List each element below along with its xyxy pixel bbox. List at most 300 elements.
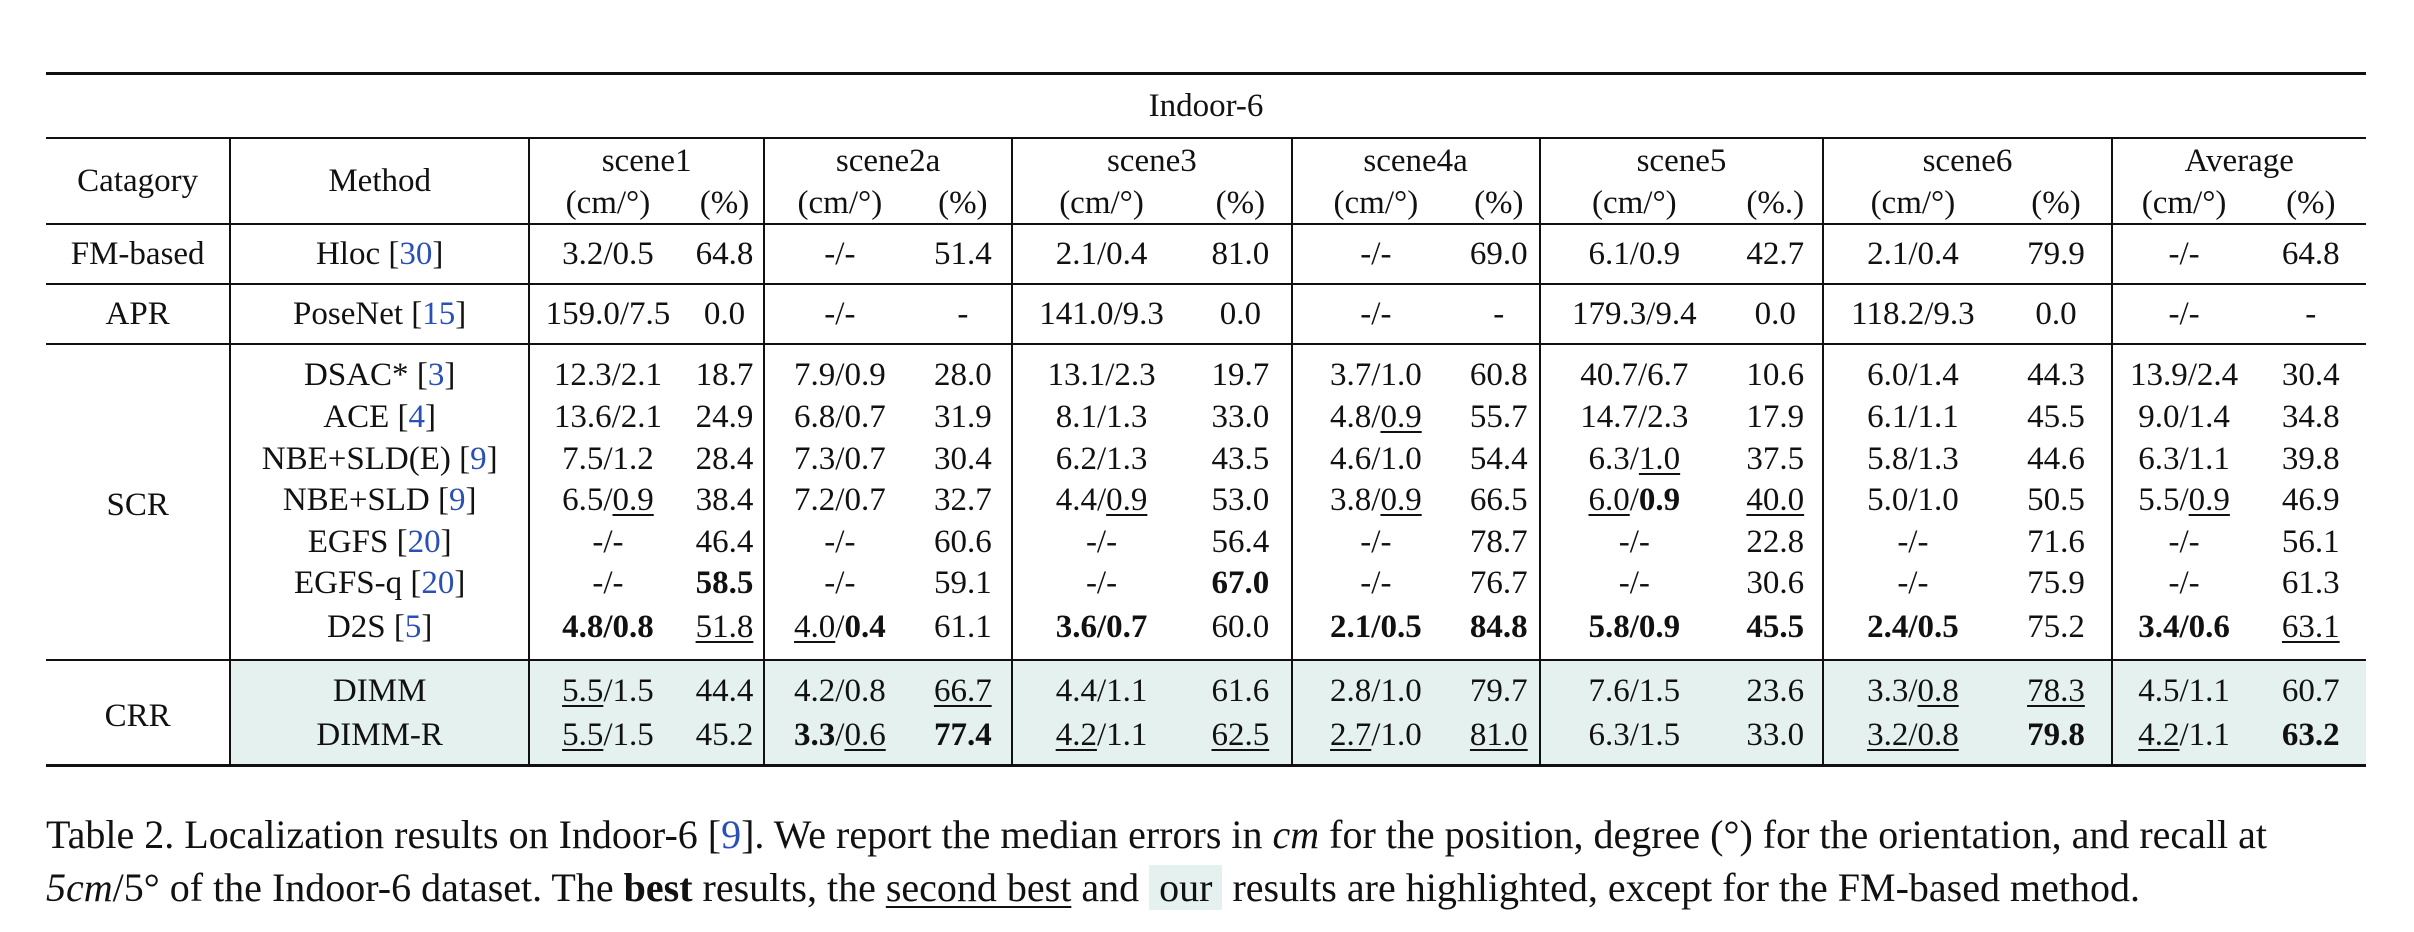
cell-value: -/- (2168, 565, 2200, 602)
error-cell (1012, 480, 1190, 522)
cell-value: 12.3/2.1 (553, 356, 662, 393)
cell-value: 3.3 (794, 717, 836, 753)
error-cell (1540, 224, 1729, 284)
cell-value: / (835, 609, 845, 645)
recall-cell (686, 660, 764, 714)
header-error-unit: (cm/°) (1012, 183, 1190, 224)
method-name: Hloc (315, 235, 381, 272)
cell-value: 4.2/0.8 (794, 672, 886, 709)
recall-cell (2256, 439, 2366, 481)
table-row (46, 714, 2366, 766)
cell-value: -/- (592, 565, 624, 602)
recall-cell (1459, 344, 1540, 397)
table-row (46, 563, 2366, 605)
citation-link[interactable]: 4 (408, 399, 426, 436)
caption-label: Table 2. (46, 812, 175, 857)
cell-value: / (835, 717, 845, 753)
cell-value: 17.9 (1746, 399, 1805, 436)
recall-cell (686, 284, 764, 344)
cell-value: 0.9 (1638, 482, 1681, 519)
citation-link[interactable]: 20 (407, 523, 441, 560)
cell-value: 8.1/1.3 (1055, 399, 1148, 436)
recall-cell (915, 563, 1012, 605)
cell-value: -/- (2168, 523, 2200, 560)
cell-value: 2.1/0.5 (1330, 609, 1422, 645)
cell-value: 0.9 (612, 482, 654, 519)
cell-value: 51.8 (695, 609, 754, 645)
cell-value: 50.5 (2027, 482, 2085, 519)
cell-value: 6.3/1.1 (2138, 440, 2230, 477)
cell-value: 3.2/0.5 (562, 235, 654, 272)
header-category: Catagory (46, 138, 230, 224)
cell-value: 4.6/1.0 (1330, 440, 1422, 477)
recall-cell (2256, 605, 2366, 660)
cell-value: 0.9 (2188, 482, 2230, 519)
error-cell (1012, 224, 1190, 284)
error-cell (764, 397, 914, 439)
method-cell: NBE+SLD(E) [9] (230, 439, 529, 481)
recall-cell (1459, 480, 1540, 522)
error-cell (1823, 284, 2001, 344)
error-cell (764, 224, 914, 284)
cell-value: 58.5 (695, 565, 754, 602)
cell-value: 37.5 (1746, 440, 1805, 477)
cell-value: 71.6 (2027, 523, 2085, 560)
error-cell (1540, 522, 1729, 564)
table-row (46, 397, 2366, 439)
recall-cell (1728, 480, 1823, 522)
header-scene: Average (2112, 138, 2366, 183)
cell-value: /1.1 (1096, 717, 1148, 753)
header-recall-unit: (%) (699, 184, 750, 221)
recall-cell (2001, 563, 2111, 605)
cell-value: -/- (1085, 523, 1118, 560)
cell-value: 33.0 (1746, 717, 1805, 753)
cell-value: 59.1 (933, 565, 992, 602)
cell-value: 3.7/1.0 (1330, 356, 1422, 393)
method-cell: EGFS [20] (230, 522, 529, 564)
cell-value: 60.6 (933, 523, 992, 560)
caption-ours: our (1149, 865, 1222, 910)
error-cell (1540, 605, 1729, 660)
error-cell (1823, 397, 2001, 439)
recall-cell (686, 224, 764, 284)
error-cell (1823, 714, 2001, 766)
cell-value: 61.3 (2281, 565, 2340, 602)
cell-value: 6.3/1.5 (1588, 717, 1681, 753)
cell-value: 6.0/1.4 (1867, 356, 1959, 393)
cell-value: 79.7 (1469, 672, 1528, 709)
method-name: D2S (326, 609, 386, 645)
cell-value: 2.1/0.4 (1055, 235, 1148, 272)
recall-cell (1459, 605, 1540, 660)
cell-value: 38.4 (695, 482, 754, 519)
header-scene: scene5 (1540, 138, 1824, 183)
cell-value: -/- (1897, 523, 1929, 560)
method-name: NBE+SLD (282, 482, 430, 519)
citation-link[interactable]: 5 (404, 609, 422, 645)
recall-cell (1728, 224, 1823, 284)
header-recall-unit: (%) (2031, 184, 2081, 221)
cell-value: 0.9 (1106, 482, 1148, 519)
cell-value: 46.9 (2281, 482, 2340, 519)
cell-value: 24.9 (695, 399, 754, 436)
table-row (46, 605, 2366, 660)
citation-link[interactable]: 15 (422, 295, 456, 332)
cell-value: 3.6/0.7 (1055, 609, 1148, 645)
recall-cell (2256, 563, 2366, 605)
error-cell (529, 522, 686, 564)
header-error-unit: (cm/°) (1292, 183, 1459, 224)
error-cell (1823, 660, 2001, 714)
error-cell (1292, 563, 1459, 605)
recall-cell (2001, 480, 2111, 522)
cell-value: 3.3/ (1867, 672, 1918, 709)
cell-value: 5.8/0.9 (1588, 609, 1681, 645)
error-cell (1823, 480, 2001, 522)
error-cell (2112, 480, 2256, 522)
cell-value: 55.7 (1469, 399, 1528, 436)
cell-value: 4.8/ (1330, 399, 1381, 436)
recall-cell (2256, 344, 2366, 397)
table-row (46, 439, 2366, 481)
cell-value: 51.4 (933, 235, 992, 272)
cell-value: 81.0 (1211, 235, 1270, 272)
citation-link[interactable]: 3 (427, 356, 445, 393)
cell-value: -/- (1897, 565, 1929, 602)
error-cell (1012, 563, 1190, 605)
citation-link[interactable]: 9 (470, 440, 487, 477)
recall-cell (2256, 714, 2366, 766)
recall-cell (1190, 563, 1292, 605)
cell-value: / (1629, 482, 1639, 519)
cell-value: 39.8 (2281, 440, 2340, 477)
caption-text-3: for the position, degree (°) for the orientation, and recall at (1319, 812, 2267, 857)
recall-cell (1190, 714, 1292, 766)
cell-value: 28.0 (933, 356, 992, 393)
recall-cell (686, 344, 764, 397)
cell-value: 19.7 (1211, 356, 1270, 393)
category-cell: SCR (46, 344, 230, 660)
recall-cell (2001, 224, 2111, 284)
error-cell (529, 605, 686, 660)
recall-cell (915, 605, 1012, 660)
cell-value: 5.5 (562, 717, 604, 753)
cell-value: 33.0 (1211, 399, 1270, 436)
header-scene: scene1 (529, 138, 764, 183)
recall-cell (1459, 439, 1540, 481)
error-cell (764, 660, 914, 714)
recall-cell (2256, 397, 2366, 439)
cell-value: -/- (2168, 295, 2200, 332)
recall-cell (1190, 344, 1292, 397)
header-method: Method (230, 138, 529, 224)
error-cell (529, 563, 686, 605)
error-cell (1823, 224, 2001, 284)
recall-cell (2001, 522, 2111, 564)
method-name: DSAC* (304, 356, 409, 393)
recall-cell (1459, 714, 1540, 766)
error-cell (529, 439, 686, 481)
dataset-title: Indoor-6 (46, 74, 2366, 139)
caption-threshold-deg: /5° (112, 865, 160, 910)
error-cell (1540, 660, 1729, 714)
recall-cell (915, 224, 1012, 284)
recall-cell (1459, 522, 1540, 564)
error-cell (2112, 714, 2256, 766)
error-cell (1292, 224, 1459, 284)
error-cell (529, 344, 686, 397)
error-cell (529, 284, 686, 344)
error-cell (529, 714, 686, 766)
error-cell (1292, 480, 1459, 522)
header-error-unit: (cm/°) (1540, 183, 1729, 224)
cell-value: 2.7 (1330, 717, 1372, 753)
error-cell (1292, 439, 1459, 481)
recall-cell (2001, 397, 2111, 439)
error-cell (1540, 439, 1729, 481)
recall-cell (1459, 284, 1540, 344)
error-cell (1823, 439, 2001, 481)
results-table-container (46, 72, 2366, 767)
cell-value: 75.9 (2027, 565, 2085, 602)
recall-cell (1190, 284, 1292, 344)
method-name: EGFS-q (293, 565, 403, 602)
cell-value: 0.4 (844, 609, 886, 645)
cell-value: -/- (824, 523, 856, 560)
cell-value: - (1493, 295, 1505, 332)
cell-value: 60.7 (2281, 672, 2340, 709)
recall-cell (1728, 284, 1823, 344)
cell-value: 34.8 (2281, 399, 2340, 436)
recall-cell (1190, 605, 1292, 660)
cell-value: 62.5 (1211, 717, 1270, 753)
header-scene: scene3 (1012, 138, 1292, 183)
recall-cell (1190, 439, 1292, 481)
cell-value: 6.3/ (1588, 440, 1639, 477)
category-cell: FM-based (46, 224, 230, 284)
error-cell (1292, 660, 1459, 714)
cell-value: /1.5 (603, 672, 654, 709)
citation-link[interactable]: 9 (449, 482, 466, 519)
cell-value: 69.0 (1469, 235, 1528, 272)
error-cell (764, 714, 914, 766)
cell-value: 44.3 (2027, 356, 2085, 393)
cell-value: -/- (824, 295, 856, 332)
cell-value: /1.0 (1371, 717, 1422, 753)
recall-cell (1190, 480, 1292, 522)
error-cell (1012, 605, 1190, 660)
error-cell (2112, 522, 2256, 564)
cell-value: -/- (1618, 565, 1650, 602)
error-cell (764, 563, 914, 605)
cell-value: 66.7 (933, 672, 992, 709)
cell-value: 56.4 (1211, 523, 1270, 560)
caption-second-best: second best (885, 865, 1072, 910)
cell-value: 6.5/ (562, 482, 613, 519)
cell-value: 78.7 (1469, 523, 1528, 560)
cell-value: /1.1 (2179, 717, 2230, 753)
error-cell (1540, 480, 1729, 522)
recall-cell (1190, 397, 1292, 439)
table-row (46, 480, 2366, 522)
header-scene: scene4a (1292, 138, 1540, 183)
cell-value: 31.9 (933, 399, 992, 436)
method-name: PoseNet (293, 295, 404, 332)
method-cell: EGFS-q [20] (230, 563, 529, 605)
cell-value: 1.0 (1638, 440, 1681, 477)
recall-cell (1728, 397, 1823, 439)
recall-cell (2001, 284, 2111, 344)
cell-value: 3.2/0.8 (1867, 717, 1959, 753)
error-cell (1292, 605, 1459, 660)
recall-cell (1190, 522, 1292, 564)
cell-value: 61.6 (1211, 672, 1270, 709)
error-cell (1292, 284, 1459, 344)
cell-value: -/- (1360, 295, 1392, 332)
header-recall-unit: (%) (1474, 184, 1524, 221)
cell-value: 30.4 (2281, 356, 2340, 393)
cell-value: 60.0 (1211, 609, 1270, 645)
recall-cell (686, 397, 764, 439)
recall-cell (1190, 224, 1292, 284)
header-recall-unit: (%) (1215, 184, 1266, 221)
cell-value: 7.6/1.5 (1588, 672, 1681, 709)
caption-text-7: results are highlighted, except for the FM-based method. (1222, 865, 2140, 910)
method-name: DIMM (332, 672, 427, 709)
cell-value: 67.0 (1211, 565, 1270, 602)
cell-value: 32.7 (933, 482, 992, 519)
recall-cell (915, 397, 1012, 439)
caption-threshold-cm: 5cm (46, 865, 113, 910)
cell-value: 43.5 (1211, 440, 1270, 477)
cell-value: 63.1 (2281, 609, 2340, 645)
cell-value: 42.7 (1746, 235, 1805, 272)
cell-value: 45.5 (1746, 609, 1805, 645)
cell-value: 14.7/2.3 (1580, 399, 1689, 436)
recall-cell (915, 714, 1012, 766)
method-cell: DSAC* [3] (230, 344, 529, 397)
recall-cell (915, 344, 1012, 397)
header-recall-unit: (%.) (1746, 184, 1805, 221)
error-cell (2112, 344, 2256, 397)
error-cell (764, 344, 914, 397)
error-cell (1540, 397, 1729, 439)
recall-cell (915, 439, 1012, 481)
category-cell: CRR (46, 660, 230, 766)
table-row (46, 224, 2366, 284)
error-cell (1012, 439, 1190, 481)
error-cell (529, 480, 686, 522)
cell-value: 6.2/1.3 (1055, 440, 1148, 477)
error-cell (764, 439, 914, 481)
table-row (46, 660, 2366, 714)
cell-value: 22.8 (1746, 523, 1805, 560)
recall-cell (2001, 439, 2111, 481)
recall-cell (1728, 344, 1823, 397)
cell-value: 3.8/ (1330, 482, 1381, 519)
citation-link[interactable]: 30 (399, 235, 433, 272)
citation-link[interactable]: 20 (421, 565, 455, 602)
cell-value: 10.6 (1746, 356, 1805, 393)
error-cell (764, 480, 914, 522)
error-cell (2112, 439, 2256, 481)
header-error-unit: (cm/°) (764, 183, 914, 224)
cell-value: -/- (1618, 523, 1650, 560)
header-error-unit: (cm/°) (529, 183, 686, 224)
cell-value: /1.5 (603, 717, 654, 753)
error-cell (529, 224, 686, 284)
error-cell (764, 605, 914, 660)
error-cell (1292, 397, 1459, 439)
recall-cell (686, 563, 764, 605)
cell-value: 81.0 (1469, 717, 1528, 753)
cell-value: -/- (824, 565, 856, 602)
caption-cm: cm (1272, 812, 1320, 857)
cell-value: -/- (1360, 235, 1392, 272)
recall-cell (915, 284, 1012, 344)
cell-value: 44.6 (2027, 440, 2085, 477)
cell-value: 63.2 (2281, 717, 2340, 753)
cell-value: 0.9 (1380, 399, 1422, 436)
cell-value: 4.2 (2138, 717, 2180, 753)
recall-cell (686, 439, 764, 481)
error-cell (1823, 605, 2001, 660)
recall-cell (2001, 660, 2111, 714)
cell-value: 54.4 (1469, 440, 1528, 477)
cell-value: 4.4/ (1055, 482, 1107, 519)
caption-text-6: and (1071, 865, 1150, 910)
cell-value: 64.8 (695, 235, 754, 272)
cell-value: 159.0/7.5 (545, 295, 671, 332)
recall-cell (2256, 284, 2366, 344)
caption-text-4: of the Indoor-6 dataset. The (159, 865, 624, 910)
cell-value: 2.8/1.0 (1330, 672, 1422, 709)
recall-cell (1459, 660, 1540, 714)
method-cell (230, 714, 529, 766)
cell-value: 56.1 (2281, 523, 2340, 560)
caption-text-2: ]. We report the median errors in (741, 812, 1273, 857)
cell-value: 5.0/1.0 (1867, 482, 1959, 519)
cell-value: 30.6 (1746, 565, 1805, 602)
cell-value: 60.8 (1469, 356, 1528, 393)
cell-value: 6.8/0.7 (794, 399, 886, 436)
header-error-unit: (cm/°) (1823, 183, 2001, 224)
cell-value: 0.0 (1219, 295, 1261, 332)
error-cell (764, 522, 914, 564)
recall-cell (915, 522, 1012, 564)
cell-value: -/- (592, 523, 624, 560)
cell-value: 141.0/9.3 (1039, 295, 1164, 332)
recall-cell (1728, 563, 1823, 605)
caption-ref-link[interactable]: 9 (721, 812, 742, 857)
method-name: EGFS (307, 523, 389, 560)
method-cell: ACE [4] (230, 397, 529, 439)
cell-value: 79.9 (2027, 235, 2085, 272)
error-cell (1012, 284, 1190, 344)
cell-value: -/- (1360, 523, 1392, 560)
error-cell (1012, 714, 1190, 766)
error-cell (1540, 284, 1729, 344)
error-cell (2112, 660, 2256, 714)
cell-value: 13.1/2.3 (1047, 356, 1156, 393)
cell-value: 13.6/2.1 (553, 399, 662, 436)
cell-value: - (957, 295, 969, 332)
error-cell (2112, 563, 2256, 605)
recall-cell (2001, 714, 2111, 766)
recall-cell (2001, 605, 2111, 660)
cell-value: 84.8 (1469, 609, 1528, 645)
